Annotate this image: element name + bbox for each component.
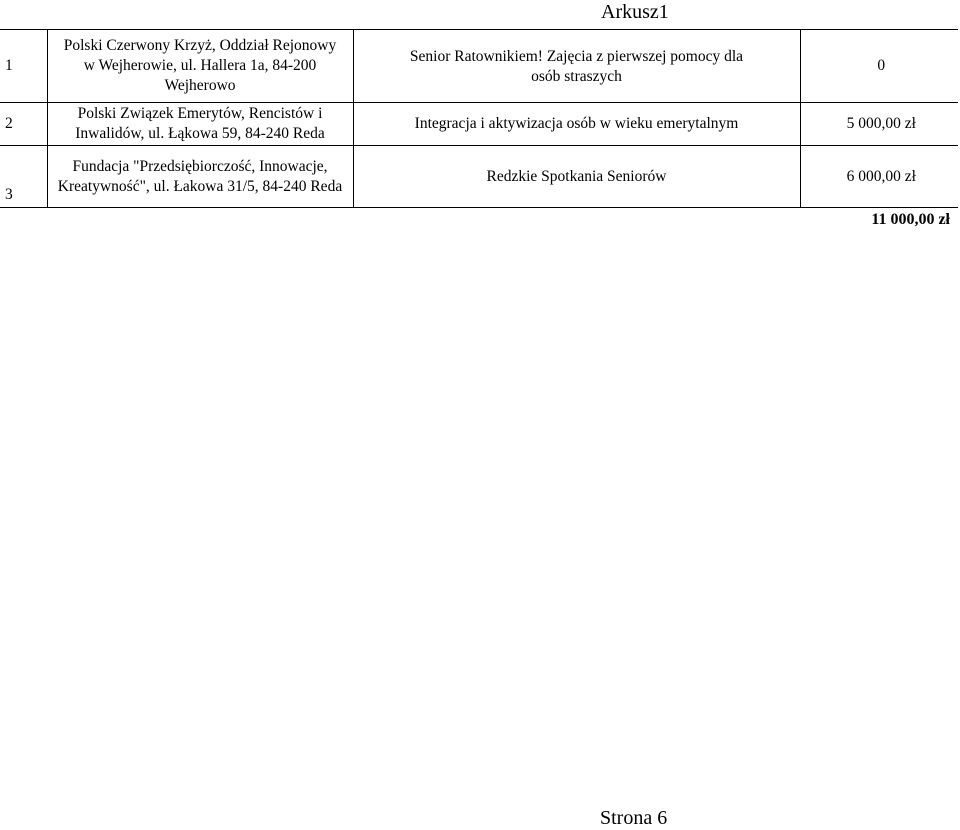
table-row xyxy=(0,103,958,146)
task-cell: Integracja i aktywizacja osób w wieku emerytalnym xyxy=(353,103,800,146)
amount-cell: 5 000,00 zł xyxy=(800,103,958,146)
table-row xyxy=(0,30,958,103)
row-number: 1 xyxy=(0,30,47,103)
organization-cell: Fundacja "Przedsiębiorczość, Innowacje, Kreatywność", ul. Łakowa 31/5, 84-240 Reda xyxy=(47,146,353,208)
page-number: Strona 6 xyxy=(600,807,668,829)
organization-cell: Polski Związek Emerytów, Rencistów i Inwalidów, ul. Łąkowa 59, 84-240 Reda xyxy=(47,103,353,146)
task-cell: Redzkie Spotkania Seniorów xyxy=(353,146,800,208)
total-amount: 11 000,00 zł xyxy=(871,211,950,228)
sheet-title: Arkusz1 xyxy=(601,1,669,23)
row-number: 3 xyxy=(0,146,47,208)
amount-cell: 6 000,00 zł xyxy=(800,146,958,208)
task-cell: Senior Ratownikiem! Zajęcia z pierwszej pomocy dla osób straszych xyxy=(353,30,800,103)
grant-table xyxy=(0,29,958,208)
table-row xyxy=(0,146,958,208)
amount-cell: 0 xyxy=(800,30,958,103)
organization-cell: Polski Czerwony Krzyż, Oddział Rejonowy w Wejherowie, ul. Hallera 1a, 84-200 Wejherowo xyxy=(47,30,353,103)
row-number: 2 xyxy=(0,103,47,146)
